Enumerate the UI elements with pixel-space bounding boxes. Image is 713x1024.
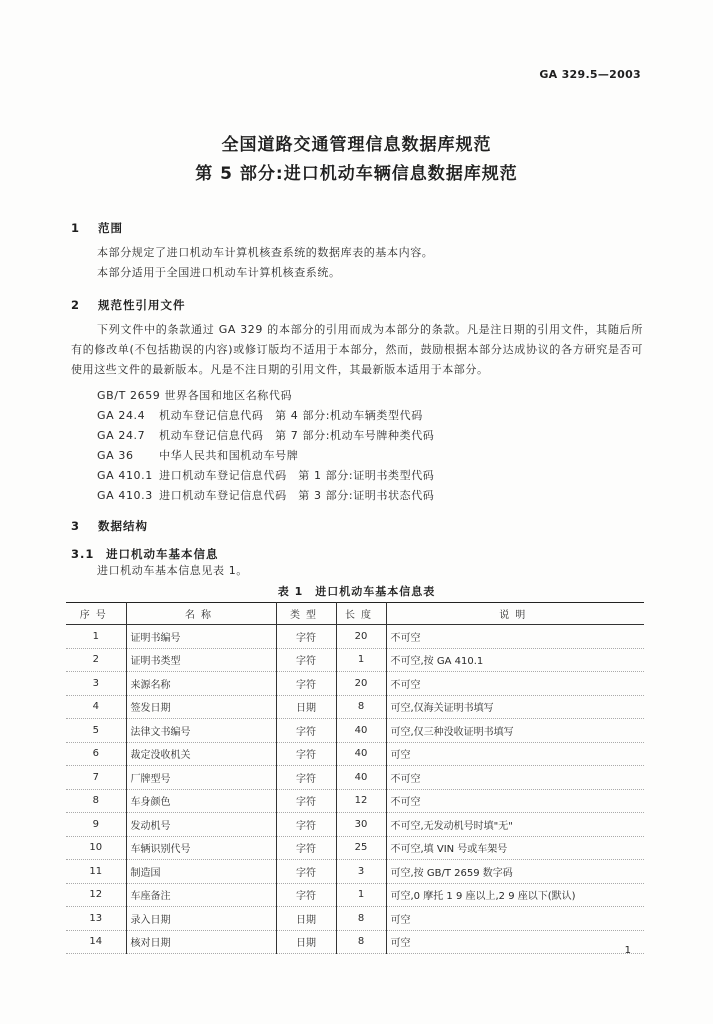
cell-description: 不可空,无发动机号时填"无" <box>386 813 644 837</box>
cell-length: 40 <box>336 766 386 790</box>
reference-item: GA 410.3 进口机动车登记信息代码 第 3 部分:证明书状态代码 <box>97 489 435 502</box>
reference-item: GB/T 2659 世界各国和地区名称代码 <box>97 389 293 402</box>
cell-length: 40 <box>336 742 386 766</box>
table-row <box>66 907 644 931</box>
cell-no: 13 <box>66 907 126 931</box>
cell-name: 证明书类型 <box>126 648 276 672</box>
cell-name: 裁定没收机关 <box>126 742 276 766</box>
cell-length: 1 <box>336 648 386 672</box>
cell-type: 字符 <box>276 836 336 860</box>
cell-no: 8 <box>66 789 126 813</box>
cell-type: 字符 <box>276 766 336 790</box>
cell-description: 可空,0 摩托 1 9 座以上,2 9 座以下(默认) <box>386 883 644 907</box>
cell-type: 字符 <box>276 742 336 766</box>
cell-no: 1 <box>66 625 126 649</box>
table-row <box>66 860 644 884</box>
cell-type: 字符 <box>276 719 336 743</box>
cell-description: 不可空 <box>386 672 644 696</box>
cell-description: 可空,仅海关证明书填写 <box>386 695 644 719</box>
cell-no: 4 <box>66 695 126 719</box>
cell-name: 证明书编号 <box>126 625 276 649</box>
section-1-heading: 1 范围 <box>71 221 124 235</box>
cell-length: 20 <box>336 625 386 649</box>
table-row <box>66 742 644 766</box>
standard-code: GA 329.5—2003 <box>539 68 641 81</box>
cell-no: 6 <box>66 742 126 766</box>
cell-length: 20 <box>336 672 386 696</box>
reference-item: GA 24.4 机动车登记信息代码 第 4 部分:机动车辆类型代码 <box>97 409 423 422</box>
vehicle-info-table <box>66 602 644 954</box>
references-intro: 下列文件中的条款通过 GA 329 的本部分的引用而成为本部分的条款。凡是注日期的引用文件，其随后所有的修改单(不包括勘误的内容)或修订版均不适用于本部分，然而，鼓励根据本部分达成协议的各方研究是否可使用这些文件的最新版本。凡是不注日期的引用文件，其最新版本适用于本部分。 <box>71 323 643 376</box>
section-3-heading: 3 数据结构 <box>71 519 149 533</box>
section-2-heading: 2 规范性引用文件 <box>71 298 186 312</box>
document-title <box>0 131 713 189</box>
cell-name: 签发日期 <box>126 695 276 719</box>
cell-no: 14 <box>66 930 126 954</box>
cell-type: 字符 <box>276 789 336 813</box>
cell-type: 字符 <box>276 813 336 837</box>
reference-item: GA 24.7 机动车登记信息代码 第 7 部分:机动车号牌种类代码 <box>97 429 435 442</box>
table-row <box>66 719 644 743</box>
cell-type: 字符 <box>276 860 336 884</box>
table-caption: 表 1 进口机动车基本信息表 <box>277 585 436 598</box>
table-row <box>66 672 644 696</box>
cell-length: 1 <box>336 883 386 907</box>
cell-length: 8 <box>336 930 386 954</box>
header-description: 说明 <box>386 603 644 625</box>
table-row <box>66 625 644 649</box>
cell-type: 字符 <box>276 672 336 696</box>
cell-no: 3 <box>66 672 126 696</box>
cell-name: 录入日期 <box>126 907 276 931</box>
cell-type: 字符 <box>276 625 336 649</box>
table-row <box>66 930 644 954</box>
table-row <box>66 836 644 860</box>
cell-description: 可空 <box>386 907 644 931</box>
header-length: 长度 <box>336 603 386 625</box>
section-3-1-heading: 3.1 进口机动车基本信息 <box>71 547 219 561</box>
cell-name: 核对日期 <box>126 930 276 954</box>
reference-item: GA 410.1 进口机动车登记信息代码 第 1 部分:证明书类型代码 <box>97 469 435 482</box>
cell-description: 可空,按 GB/T 2659 数字码 <box>386 860 644 884</box>
cell-no: 9 <box>66 813 126 837</box>
cell-type: 日期 <box>276 695 336 719</box>
cell-no: 7 <box>66 766 126 790</box>
title-line-2: 第 5 部分:进口机动车辆信息数据库规范 <box>195 164 518 184</box>
cell-description: 不可空,按 GA 410.1 <box>386 648 644 672</box>
table-reference-text: 进口机动车基本信息见表 1。 <box>97 564 248 577</box>
cell-description: 可空,仅三种没收证明书填写 <box>386 719 644 743</box>
header-name: 名称 <box>126 603 276 625</box>
cell-description: 可空 <box>386 742 644 766</box>
cell-no: 2 <box>66 648 126 672</box>
cell-name: 车身颜色 <box>126 789 276 813</box>
cell-no: 10 <box>66 836 126 860</box>
header-type: 类型 <box>276 603 336 625</box>
cell-name: 来源名称 <box>126 672 276 696</box>
table-row <box>66 766 644 790</box>
cell-type: 日期 <box>276 907 336 931</box>
cell-description: 可空 <box>386 930 644 954</box>
table-row <box>66 813 644 837</box>
title-line-1: 全国道路交通管理信息数据库规范 <box>221 135 492 155</box>
cell-name: 厂牌型号 <box>126 766 276 790</box>
table-row <box>66 789 644 813</box>
scope-paragraph-1: 本部分规定了进口机动车计算机核查系统的数据库表的基本内容。 <box>97 246 434 259</box>
cell-length: 40 <box>336 719 386 743</box>
cell-description: 不可空 <box>386 789 644 813</box>
cell-length: 3 <box>336 860 386 884</box>
cell-no: 12 <box>66 883 126 907</box>
scope-paragraph-2: 本部分适用于全国进口机动车计算机核查系统。 <box>97 266 341 279</box>
table-row <box>66 695 644 719</box>
cell-description: 不可空 <box>386 766 644 790</box>
cell-name: 法律文书编号 <box>126 719 276 743</box>
reference-item: GA 36 中华人民共和国机动车号牌 <box>97 449 299 462</box>
cell-no: 11 <box>66 860 126 884</box>
cell-type: 字符 <box>276 883 336 907</box>
table-header-row <box>66 603 644 625</box>
page-number: 1 <box>624 945 631 956</box>
cell-description: 不可空,填 VIN 号或车架号 <box>386 836 644 860</box>
cell-type: 日期 <box>276 930 336 954</box>
cell-description: 不可空 <box>386 625 644 649</box>
cell-length: 25 <box>336 836 386 860</box>
cell-length: 8 <box>336 907 386 931</box>
cell-no: 5 <box>66 719 126 743</box>
cell-length: 30 <box>336 813 386 837</box>
cell-name: 车辆识别代号 <box>126 836 276 860</box>
cell-length: 12 <box>336 789 386 813</box>
cell-type: 字符 <box>276 648 336 672</box>
header-no: 序号 <box>66 603 126 625</box>
cell-name: 发动机号 <box>126 813 276 837</box>
cell-name: 制造国 <box>126 860 276 884</box>
cell-name: 车座备注 <box>126 883 276 907</box>
cell-length: 8 <box>336 695 386 719</box>
table-row <box>66 883 644 907</box>
table-row <box>66 648 644 672</box>
